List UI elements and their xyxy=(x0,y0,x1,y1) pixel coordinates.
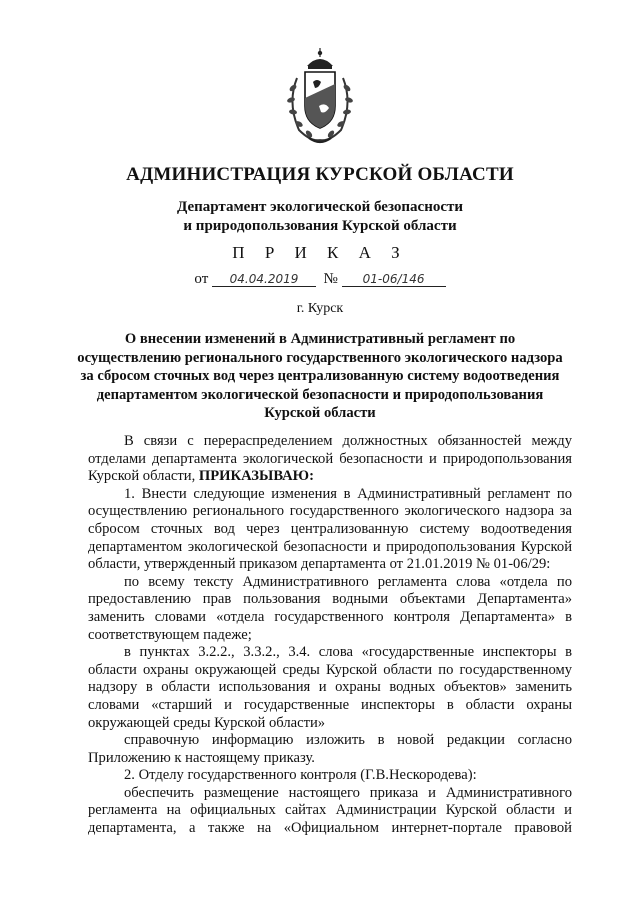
date-prefix: от xyxy=(194,271,209,287)
order-body xyxy=(88,433,572,838)
department-name-line-1: Департамент экологической безопасности xyxy=(176,199,464,215)
paragraph-preamble xyxy=(88,433,572,486)
date-number-line xyxy=(0,271,640,288)
department-name-line-2: и природопользования Курской области xyxy=(183,218,457,234)
paragraph-replace-points: в пунктах 3.2.2., 3.3.2., 3.4. слова «государственные инспекторы в области охраны окружающей среды Курской области по государственному надзору в области использования и охраны водных объектов» заменить словами «старший и государственные инспекторы в области охраны окружающей среды Курской области» xyxy=(88,644,572,731)
coat-of-arms-emblem xyxy=(283,48,357,146)
order-keyword: ПРИКАЗЫВАЮ: xyxy=(198,468,314,485)
order-subject: О внесении изменений в Административный регламент по осуществлению регионального государственного экологического надзора за сбросом сточных вод через централизованную систему водоотведения департаментом экологической безопасности и природопользования Курской области xyxy=(77,331,563,422)
paragraph-item-2: 2. Отделу государственного контроля (Г.В.Нескородева): xyxy=(124,767,477,784)
paragraph-item-1: 1. Внести следующие изменения в Административный регламент по осуществлению регионального государственного экологического надзора за сбросом сточных вод через централизованную систему водоотведения департаментом экологической безопасности и природопользования Курской области, утвержденный приказом департамента от 21.01.2019 № 01-06/29: xyxy=(88,485,572,573)
handwritten-number: 01-06/146 xyxy=(342,272,446,287)
preamble-text: В связи с перераспределением должностных обязанностей между отделами департамента экологической безопасности и природопользования Курской области, xyxy=(88,433,572,485)
handwritten-date: 04.04.2019 xyxy=(212,272,316,287)
paragraph-publication: обеспечить размещение настоящего приказа и Административного регламента на официальных сайтах Администрации Курской области и департамента, а также на «Официальном интернет-портале правовой xyxy=(88,784,572,837)
document-type-heading: П Р И К А З xyxy=(232,243,408,262)
city-line: г. Курск xyxy=(296,301,344,316)
paragraph-reference-info: справочную информацию изложить в новой редакции согласно Приложению к настоящему приказу. xyxy=(88,732,572,766)
paragraph-replace-text: по всему тексту Административного регламента слова «отдела по предоставлению прав пользования водными объектами Департамента» заменить словами «отдела государственного контроля Департамента» в соответствующем падеже; xyxy=(88,573,572,643)
administration-title: АДМИНИСТРАЦИЯ КУРСКОЙ ОБЛАСТИ xyxy=(126,164,514,185)
number-prefix: № xyxy=(323,271,338,287)
